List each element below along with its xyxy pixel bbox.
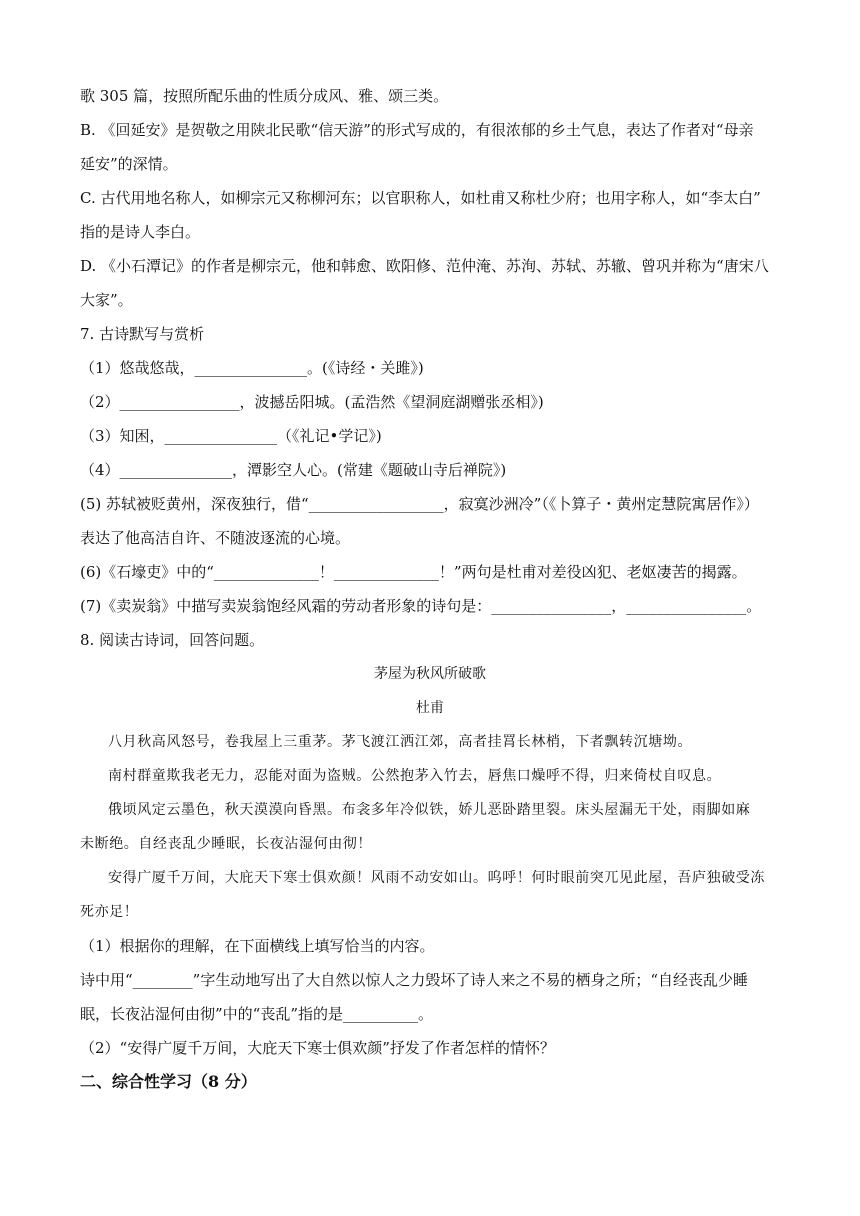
question-7-item-1: （1）悠哉悠哉，_______________。(《诗经・关雎》): [80, 359, 424, 377]
question-7-item-6: (6)《石壕吏》中的“______________！______________！”两句是杜甫对差役凶犯、老妪凄苦的揭露。: [80, 563, 747, 581]
question-8-sub-1-line-2: 眠，长夜沾湿何由彻”中的“丧乱”指的是__________。: [80, 1005, 434, 1023]
section-2-heading: 二、综合性学习（8 分）: [80, 1072, 257, 1091]
question-8-sub-1-line-1: 诗中用“________”字生动地写出了大自然以惊人之力毁坏了诗人来之不易的栖身之所；“自经丧乱少睡: [80, 971, 749, 989]
question-7-item-7: (7)《卖炭翁》中描写卖炭翁饱经风霜的劳动者形象的诗句是：________________，________________。: [80, 597, 762, 615]
poem-author: 杜甫: [416, 700, 444, 716]
option-d-line-1: D. 《小石潭记》的作者是柳宗元，他和韩愈、欧阳修、范仲淹、苏洵、苏轼、苏辙、曾巩并称为“唐宋八: [80, 257, 769, 275]
poem-line: 死亦足！: [80, 904, 139, 920]
option-a-continuation: 歌 305 篇，按照所配乐曲的性质分成风、雅、颂三类。: [80, 87, 449, 105]
question-7-item-2: （2）________________，波撼岳阳城。(孟浩然《望洞庭湖赠张丞相》): [80, 393, 544, 411]
poem-line: 未断绝。自经丧乱少睡眠，长夜沾湿何由彻！: [80, 836, 372, 852]
question-8-title: 8. 阅读古诗词，回答问题。: [80, 631, 265, 649]
option-d-line-2: 大家”。: [80, 291, 133, 309]
poem-line: 安得广厦千万间，大庇天下寒士俱欢颜！风雨不动安如山。呜呼！何时眼前突兀见此屋，吾庐独破受冻: [108, 870, 765, 886]
poem-line: 南村群童欺我老无力，忍能对面为盗贼。公然抱茅入竹去，唇焦口燥呼不得，归来倚杖自叹息。: [108, 768, 722, 784]
poem-title: 茅屋为秋风所破歌: [374, 666, 486, 682]
option-c-line-1: C. 古代用地名称人，如柳宗元又称柳河东；以官职称人，如杜甫又称杜少府；也用字称人，如“李太白”: [80, 189, 761, 207]
question-8-sub-2: （2）“安得广厦千万间，大庇天下寒士俱欢颜”抒发了作者怎样的情怀？: [80, 1039, 555, 1057]
question-7-item-5-line-1: (5) 苏轼被贬黄州，深夜独行，借“__________________，寂寞沙洲冷”（《卜算子・黄州定慧院寓居作》）: [80, 495, 759, 513]
option-b-line-2: 延安”的深情。: [80, 155, 178, 173]
question-7-item-3: （3）知困，_______________（《礼记•学记》): [80, 427, 382, 445]
question-7-item-4: （4）_______________，潭影空人心。(常建《题破山寺后禅院》): [80, 461, 507, 479]
poem-line: 俄顷风定云墨色，秋天漠漠向昏黑。布衾多年冷似铁，娇儿恶卧踏里裂。床头屋漏无干处，雨脚如麻: [108, 802, 751, 818]
option-b-line-1: B. 《回延安》是贺敬之用陕北民歌“信天游”的形式写成的，有很浓郁的乡土气息，表达了作者对“母亲: [80, 121, 754, 139]
question-7-title: 7. 古诗默写与赏析: [80, 325, 205, 343]
option-c-line-2: 指的是诗人李白。: [80, 223, 201, 241]
question-7-item-5-line-2: 表达了他高洁自许、不随波逐流的心境。: [80, 529, 351, 547]
question-8-sub-1: （1）根据你的理解，在下面横线上填写恰当的内容。: [80, 937, 435, 955]
poem-line: 八月秋高风怒号，卷我屋上三重茅。茅飞渡江洒江郊，高者挂罥长林梢，下者飘转沉塘坳。: [108, 734, 692, 750]
